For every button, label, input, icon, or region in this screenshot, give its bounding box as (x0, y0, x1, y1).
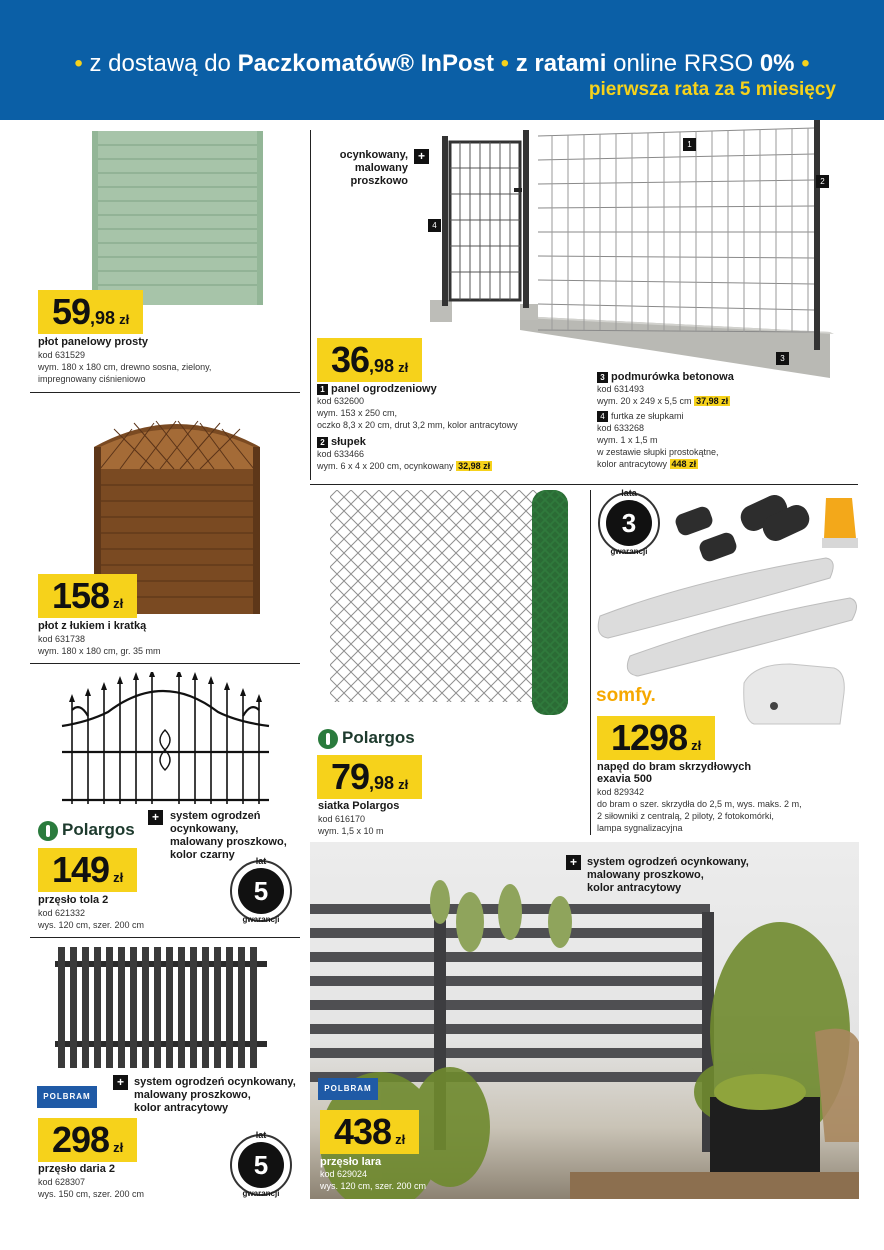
note-line: kolor antracytowy (587, 882, 682, 894)
product-code: kod 829342 (597, 787, 645, 797)
product-detail-line: wys. 120 cm, szer. 200 cm (38, 920, 145, 930)
product-detail-line: wys. 150 cm, szer. 200 cm (38, 1189, 145, 1199)
marker-2: 2 (816, 175, 829, 188)
item-price: 32,98 zł (458, 461, 491, 471)
note-line: ocynkowany, (170, 823, 239, 835)
product-detail-line: w zestawie słupki prostokątne, (597, 447, 719, 458)
product-title (317, 436, 492, 448)
product-code: kod 628307 (38, 1177, 86, 1187)
price-integer: 36 (331, 339, 370, 380)
banner-text-bold: z ratami (515, 50, 607, 77)
przeslo-daria-image (55, 943, 267, 1068)
note-line: ocynkowany, (339, 149, 408, 161)
product-details (320, 1168, 426, 1192)
product-detail-line: 2 siłowniki z centralą, 2 piloty, 2 fotokomórki, (597, 811, 774, 821)
note-line: system ogrodzeń ocynkowany, (587, 856, 749, 868)
price-currency: zł (113, 870, 124, 885)
system-note (113, 1075, 296, 1114)
product-title: przęsło lara (320, 1156, 382, 1168)
item-title: słupek (331, 436, 366, 448)
product-code: kod 631493 (597, 384, 645, 394)
note-line: system ogrodzeń ocynkowany, (134, 1076, 296, 1088)
panel-item-1 (317, 383, 518, 431)
item-number: 1 (317, 384, 328, 395)
price-tag (317, 338, 422, 382)
panel-system-note (338, 149, 408, 188)
product-title: przęsło tola 2 (38, 894, 109, 906)
warranty-badge (230, 856, 292, 924)
plot-panelowy-image (92, 131, 263, 305)
product-detail-line: wym. 6 x 4 x 200 cm, ocynkowany (317, 461, 454, 471)
price-decimal: ,98 (90, 308, 116, 328)
panel-system-image (428, 120, 843, 382)
item-title: furtka ze słupkami (611, 411, 684, 421)
marker-1: 1 (683, 138, 696, 151)
top-banner (0, 0, 884, 120)
warranty-label-top: lat (255, 856, 267, 866)
product-details (38, 907, 144, 931)
product-detail-line: wym. 153 x 250 cm, (317, 408, 398, 418)
note-line: malowany (354, 162, 408, 174)
brand-logo-polargos (38, 820, 135, 841)
warranty-label-top: lat (255, 1130, 267, 1140)
product-detail-line: wym. 180 x 180 cm, drewno sosna, zielony, (38, 362, 212, 372)
product-code: kod 621332 (38, 908, 86, 918)
product-details (597, 410, 719, 470)
brand-logo-polargos (318, 728, 415, 749)
product-code: kod 632600 (317, 396, 365, 406)
system-note (566, 855, 749, 894)
product-detail-line: wym. 180 x 180 cm, gr. 35 mm (38, 646, 161, 656)
plus-icon: + (566, 855, 581, 870)
product-title: płot z łukiem i kratką (38, 620, 147, 632)
price-decimal: ,98 (369, 356, 395, 376)
note-line: malowany proszkowo, (134, 1089, 251, 1101)
banner-text: z dostawą do (89, 50, 231, 77)
divider (30, 392, 300, 393)
item-title: panel ogrodzeniowy (331, 383, 437, 395)
warranty-badge (230, 1130, 292, 1198)
product-title (597, 761, 751, 785)
price-tag (38, 848, 137, 892)
note-line: malowany proszkowo, (587, 869, 704, 881)
price-integer: 149 (52, 849, 110, 890)
product-title: płot panelowy prosty (38, 336, 149, 348)
bullet: • (801, 50, 810, 77)
product-detail-line: lampa sygnalizacyjna (597, 823, 683, 833)
price-tag (38, 574, 137, 618)
warranty-label-bottom: gwarancji (242, 1189, 280, 1198)
product-details (597, 786, 802, 834)
price-tag (317, 755, 422, 799)
divider (597, 484, 858, 485)
note-line: kolor antracytowy (134, 1102, 229, 1114)
plus-icon: + (148, 810, 163, 825)
warranty-years: 5 (238, 1142, 284, 1188)
product-detail-line: wym. 1,5 x 10 m (318, 826, 384, 836)
item-number: 2 (317, 437, 328, 448)
divider (310, 130, 311, 480)
panel-item-2 (317, 436, 492, 472)
product-detail-line: do bram o szer. skrzydła do 2,5 m, wys. maks. 2 m, (597, 799, 802, 809)
bullet: • (74, 50, 83, 77)
note-line: kolor czarny (170, 849, 235, 861)
marker-4: 4 (428, 219, 441, 232)
price-currency: zł (113, 596, 124, 611)
product-details (38, 633, 161, 657)
bullet: • (500, 50, 510, 77)
product-code: kod 631529 (38, 350, 86, 360)
product-detail-line: impregnowany ciśnieniowo (38, 374, 146, 384)
product-details (317, 395, 518, 431)
warranty-label-bottom: gwarancji (242, 915, 280, 924)
note-line: malowany proszkowo, (170, 836, 287, 848)
brand-logo-polbram: POLBRAM (318, 1078, 378, 1100)
product-code: kod 616170 (318, 814, 366, 824)
banner-text-bold: Paczkomatów® InPost (237, 50, 494, 77)
panel-item-4 (597, 410, 719, 470)
product-title-line: exavia 500 (597, 773, 653, 785)
price-integer: 79 (331, 756, 370, 797)
product-details (38, 349, 211, 385)
product-title: siatka Polargos (318, 800, 400, 812)
price-tag (38, 1118, 137, 1162)
price-currency: zł (691, 738, 702, 753)
product-title-line: napęd do bram skrzydłowych (597, 761, 752, 773)
product-code: kod 631738 (38, 634, 86, 644)
product-details (317, 448, 492, 472)
marker-3: 3 (776, 352, 789, 365)
brand-name: Polargos (342, 728, 415, 747)
warranty-label-top: lata (621, 488, 637, 498)
price-tag (38, 290, 143, 334)
price-integer: 438 (334, 1111, 392, 1152)
price-tag (320, 1110, 419, 1154)
price-integer: 298 (52, 1119, 110, 1160)
warranty-years: 3 (606, 500, 652, 546)
product-detail-line: oczko 8,3 x 20 cm, drut 3,2 mm, kolor antracytowy (317, 420, 518, 430)
product-detail-line: wys. 120 cm, szer. 200 cm (320, 1181, 427, 1191)
price-integer: 59 (52, 291, 91, 332)
item-price: 448 zł (671, 459, 697, 470)
product-code: kod 633466 (317, 449, 365, 459)
banner-text: online RRSO (613, 50, 754, 77)
warranty-label-bottom: gwarancji (610, 547, 648, 556)
banner-subline: pierwsza rata za 5 miesięcy (588, 79, 836, 100)
divider (30, 937, 300, 938)
price-currency: zł (119, 312, 130, 327)
price-integer: 1298 (611, 717, 688, 758)
warranty-years: 5 (238, 868, 284, 914)
price-currency: zł (398, 777, 409, 792)
note-line: system ogrodzeń (170, 810, 261, 822)
price-tag (597, 716, 715, 760)
product-detail-line: kolor antracytowy (597, 459, 668, 470)
brand-name: Polargos (62, 820, 135, 839)
item-price: 37,98 zł (696, 396, 729, 406)
price-decimal: ,98 (369, 773, 395, 793)
banner-text-bold: 0% (759, 50, 795, 77)
brand-logo-somfy: somfy. (596, 685, 656, 706)
plus-icon: + (113, 1075, 128, 1090)
item-number: 3 (597, 372, 608, 383)
panel-item-3 (597, 371, 734, 407)
item-title: podmurówka betonowa (611, 371, 734, 383)
price-currency: zł (398, 360, 409, 375)
product-code: kod 633268 (597, 423, 645, 434)
product-code: kod 629024 (320, 1169, 368, 1179)
product-title: przęsło daria 2 (38, 1163, 116, 1175)
polargos-logo-icon (38, 821, 58, 841)
brand-logo-polbram: POLBRAM (37, 1086, 97, 1108)
item-number: 4 (597, 411, 608, 422)
plus-icon: + (414, 149, 429, 164)
product-detail-line: wym. 20 x 249 x 5,5 cm (597, 396, 692, 406)
price-currency: zł (113, 1140, 124, 1155)
divider (30, 663, 300, 664)
product-title (597, 371, 734, 383)
product-details (597, 383, 734, 407)
price-integer: 158 (52, 575, 110, 616)
siatka-image (330, 490, 572, 720)
note-line: proszkowo (350, 175, 408, 187)
product-title (317, 383, 518, 395)
divider (590, 490, 591, 835)
product-details (318, 813, 384, 837)
przeslo-tola-image (58, 672, 273, 807)
banner-promo-line (0, 50, 884, 78)
price-currency: zł (395, 1132, 406, 1147)
product-detail-line: wym. 1 x 1,5 m (597, 435, 658, 446)
product-details (38, 1176, 144, 1200)
polargos-logo-icon (318, 729, 338, 749)
